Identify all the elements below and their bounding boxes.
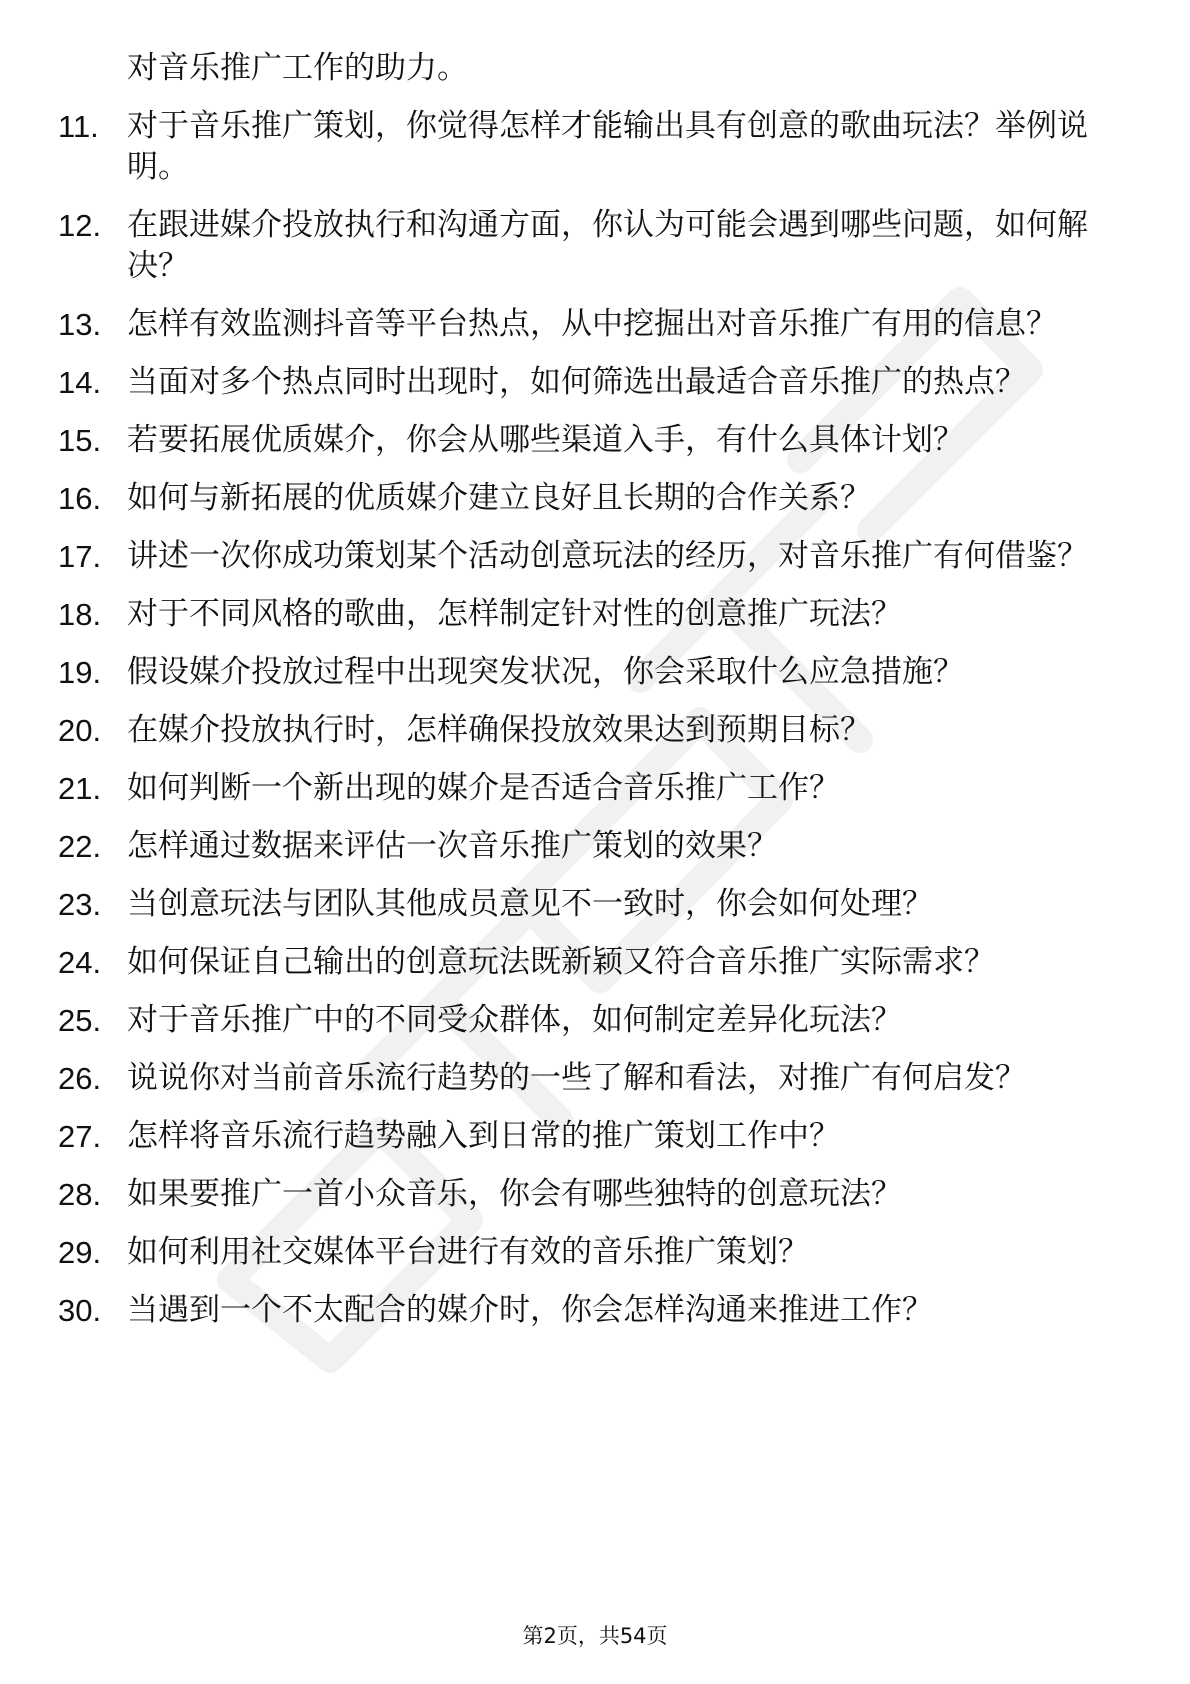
question-item [0,768,1190,809]
question-item [0,1174,1190,1215]
question-item [0,205,1190,287]
question-number: 12. [58,208,102,243]
question-text: 假设媒介投放过程中出现突发状况，你会采取什么应急措施？ [127,654,964,690]
question-item [0,420,1190,461]
question-text: 在跟进媒介投放执行和沟通方面，你认为可能会遇到哪些问题，如何解决？ [127,207,1088,284]
question-text: 如何利用社交媒体平台进行有效的音乐推广策划？ [127,1234,809,1270]
question-text: 对于音乐推广中的不同受众群体，如何制定差异化玩法？ [127,1002,902,1038]
question-item [0,1290,1190,1331]
question-item [0,1000,1190,1041]
question-item [0,1232,1190,1273]
question-number: 30. [58,1293,102,1328]
question-number: 27. [58,1119,102,1154]
question-number: 16. [58,481,102,516]
question-text: 怎样有效监测抖音等平台热点，从中挖掘出对音乐推广有用的信息？ [127,306,1057,342]
question-item [0,652,1190,693]
question-number: 13. [58,307,102,342]
question-list [0,106,1190,1331]
question-text: 对于不同风格的歌曲，怎样制定针对性的创意推广玩法？ [127,596,902,632]
question-item [0,304,1190,345]
question-text: 说说你对当前音乐流行趋势的一些了解和看法，对推广有何启发？ [127,1060,1026,1096]
page-footer: 第2页，共54页 [522,1624,668,1648]
question-number: 15. [58,423,102,458]
question-text: 在媒介投放执行时，怎样确保投放效果达到预期目标？ [127,712,871,748]
question-item [0,942,1190,983]
question-text: 若要拓展优质媒介，你会从哪些渠道入手，有什么具体计划？ [127,422,964,458]
question-number: 29. [58,1235,102,1270]
question-item [0,826,1190,867]
question-number: 25. [58,1003,102,1038]
page-content [0,48,1190,1348]
question-item [0,1058,1190,1099]
question-number: 26. [58,1061,102,1096]
question-text: 如何与新拓展的优质媒介建立良好且长期的合作关系？ [127,480,871,516]
question-number: 24. [58,945,102,980]
question-item [0,478,1190,519]
question-number: 18. [58,597,102,632]
question-text: 当面对多个热点同时出现时，如何筛选出最适合音乐推广的热点？ [127,364,1026,400]
question-text: 当遇到一个不太配合的媒介时，你会怎样沟通来推进工作？ [127,1292,933,1328]
continuation-text: 对音乐推广工作的助力。 [127,50,468,86]
question-number: 22. [58,829,102,864]
question-item [0,884,1190,925]
question-item [0,710,1190,751]
question-item [0,536,1190,577]
question-number: 14. [58,365,102,400]
question-text: 如果要推广一首小众音乐，你会有哪些独特的创意玩法？ [127,1176,902,1212]
question-number: 19. [58,655,102,690]
question-text: 当创意玩法与团队其他成员意见不一致时，你会如何处理？ [127,886,933,922]
question-text: 怎样将音乐流行趋势融入到日常的推广策划工作中？ [127,1118,840,1154]
question-text: 怎样通过数据来评估一次音乐推广策划的效果？ [127,828,778,864]
question-number: 23. [58,887,102,922]
question-number: 17. [58,539,102,574]
question-item [0,362,1190,403]
question-item [0,594,1190,635]
question-number: 11. [58,109,99,144]
question-text: 讲述一次你成功策划某个活动创意玩法的经历，对音乐推广有何借鉴？ [127,538,1088,574]
question-number: 28. [58,1177,102,1212]
question-number: 21. [58,771,102,806]
question-text: 如何判断一个新出现的媒介是否适合音乐推广工作？ [127,770,840,806]
question-text: 对于音乐推广策划，你觉得怎样才能输出具有创意的歌曲玩法？举例说明。 [127,108,1088,185]
question-item [0,106,1190,188]
question-text: 如何保证自己输出的创意玩法既新颖又符合音乐推广实际需求？ [127,944,995,980]
question-item [0,1116,1190,1157]
question-number: 20. [58,713,102,748]
